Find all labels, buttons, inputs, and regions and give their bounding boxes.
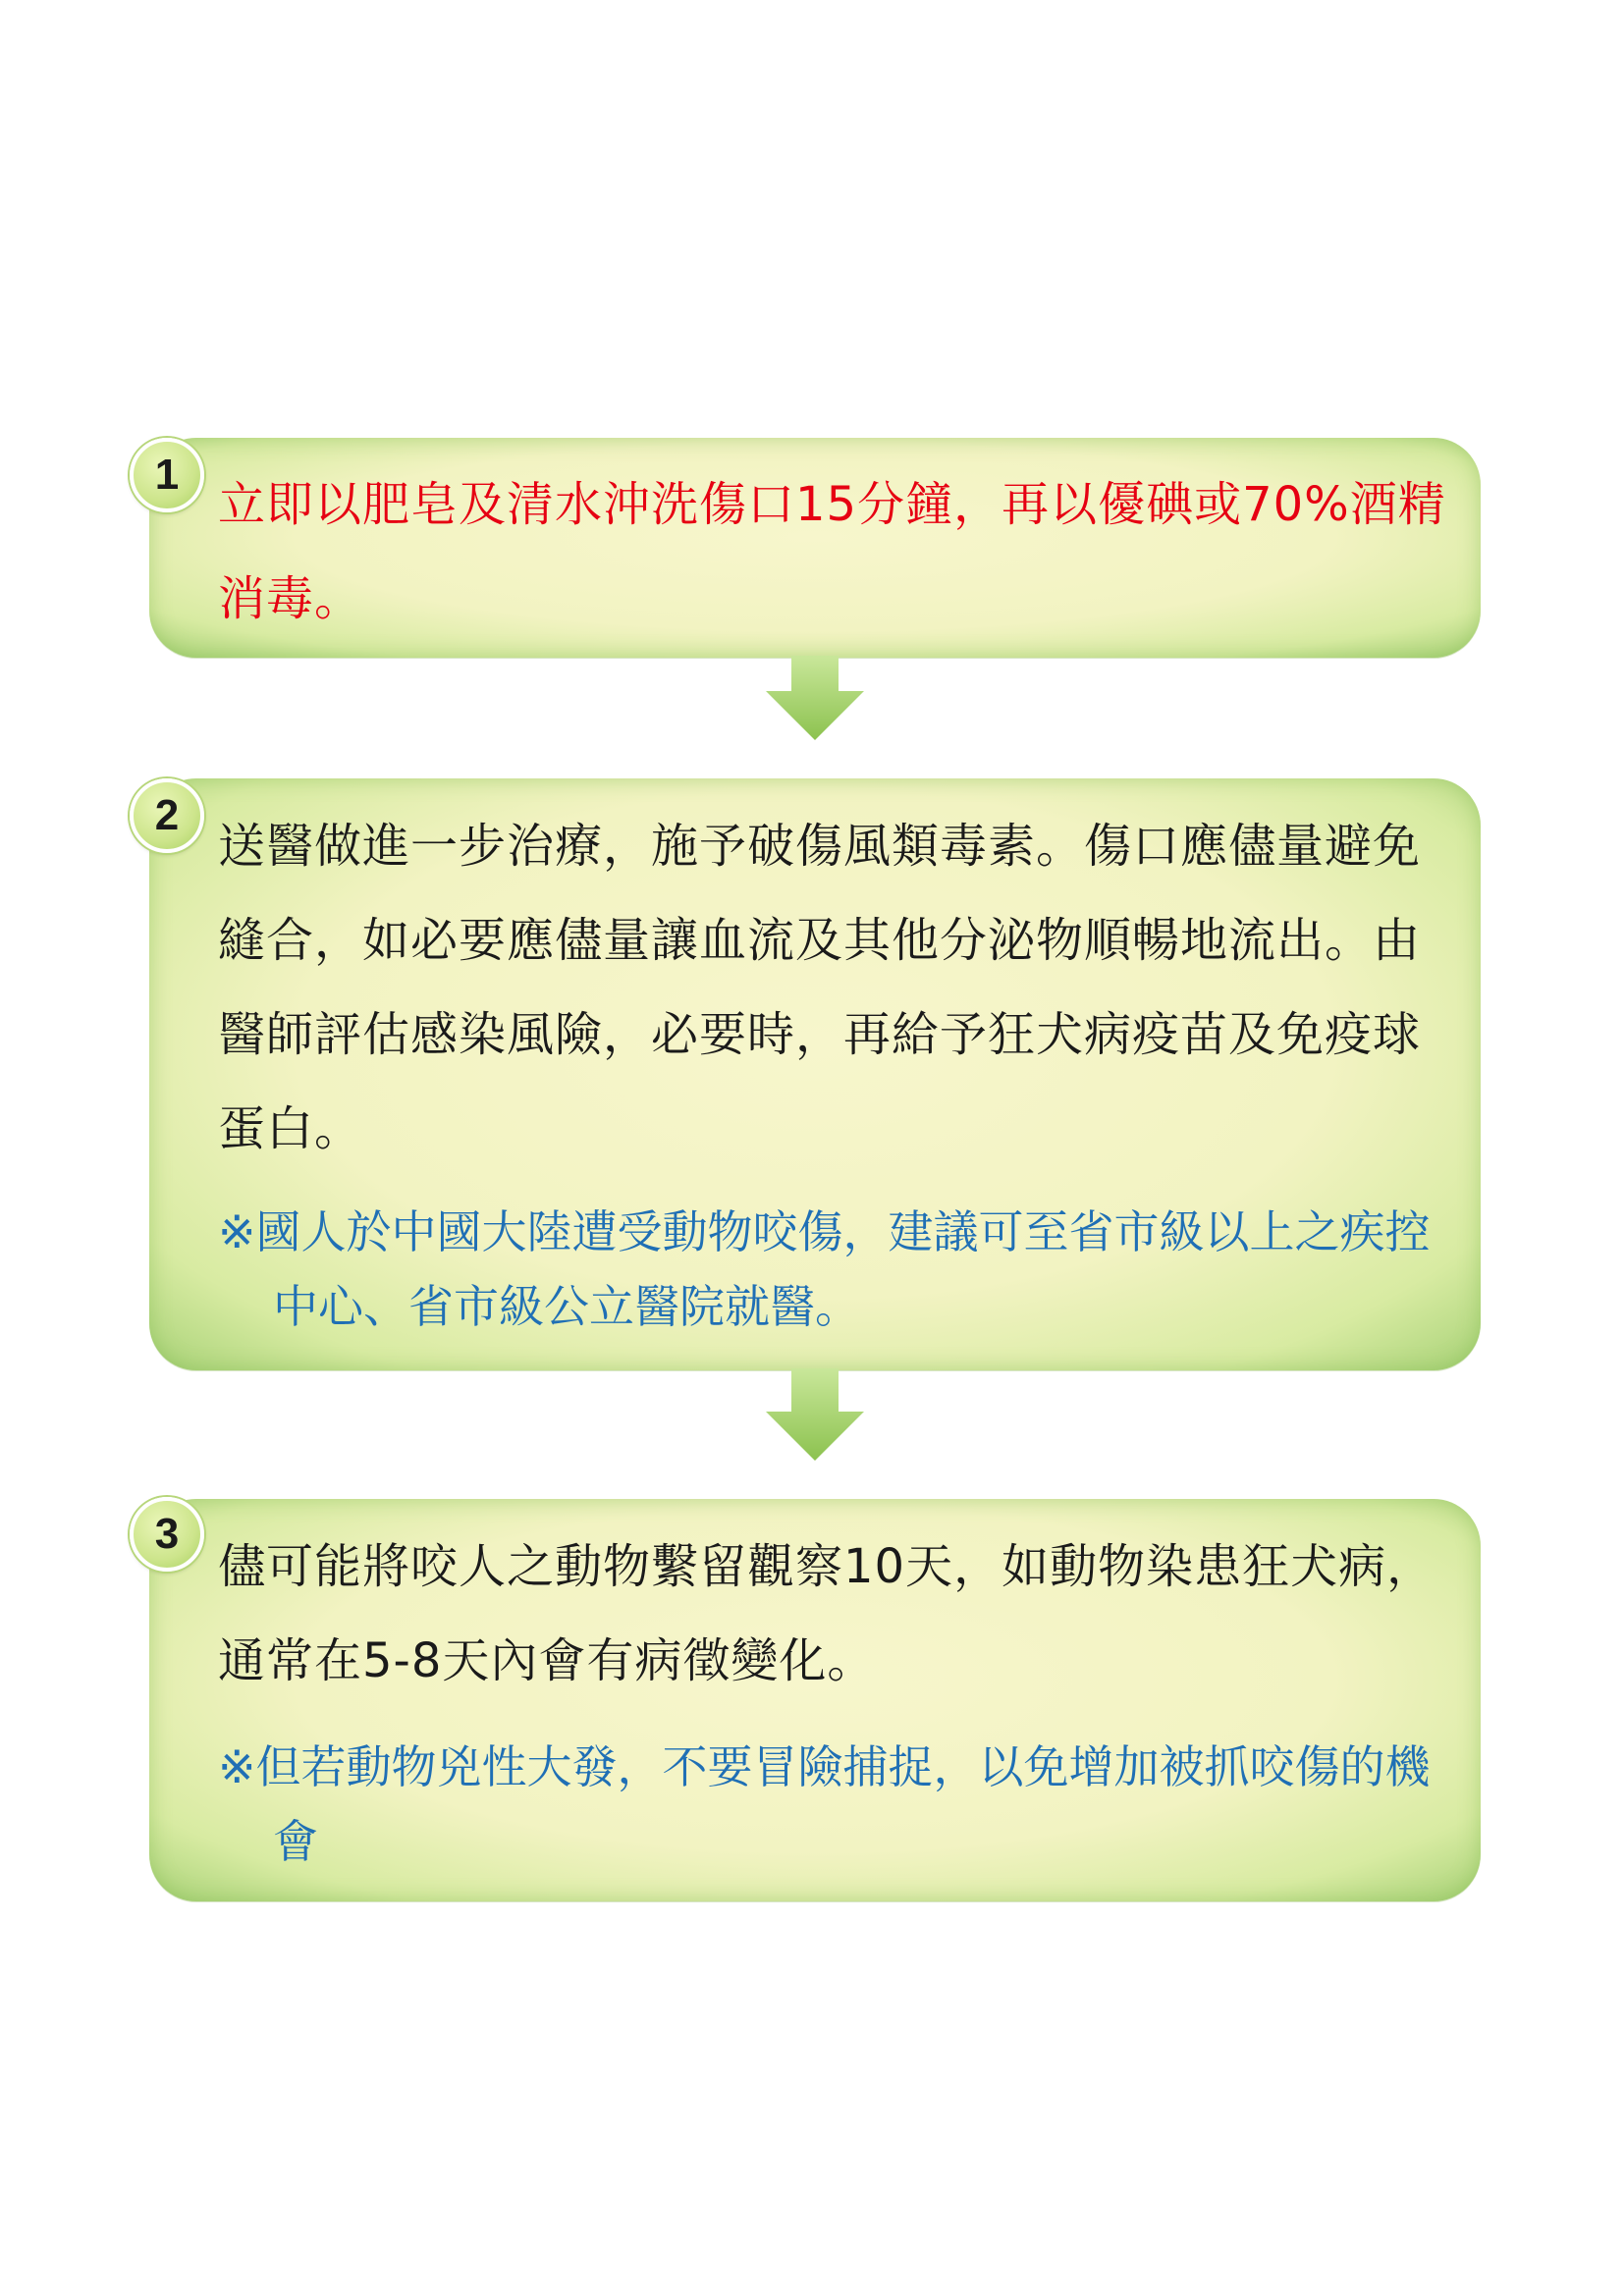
step-2-text: 送醫做進一步治療，施予破傷風類毒素。傷口應儘量避免縫合，如必要應儘量讓血流及其他分泌物順暢地流出。由醫師評估感染風險，必要時，再給予狂犬病疫苗及免疫球蛋白。 [218, 819, 1422, 1156]
step-1-text: 立即以肥皂及清水沖洗傷口15分鐘，再以優碘或70%酒精消毒。 [218, 477, 1446, 626]
step-3-note: ※但若動物兇性大發，不要冒險捕捉，以免增加被抓咬傷的機會 [218, 1740, 1431, 1868]
down-arrow-icon [766, 1368, 864, 1461]
step-1-number-badge: 1 [130, 438, 204, 512]
step-3-number-badge: 3 [130, 1497, 204, 1572]
step-2-number-badge: 2 [130, 778, 204, 853]
step-3-text: 儘可能將咬人之動物繫留觀察10天，如動物染患狂犬病，通常在5-8天內會有病徵變化。 [218, 1539, 1435, 1688]
step-2-note: ※國人於中國大陸遭受動物咬傷，建議可至省市級以上之疾控中心、省市級公立醫院就醫。 [218, 1205, 1431, 1333]
down-arrow-icon [766, 656, 864, 740]
